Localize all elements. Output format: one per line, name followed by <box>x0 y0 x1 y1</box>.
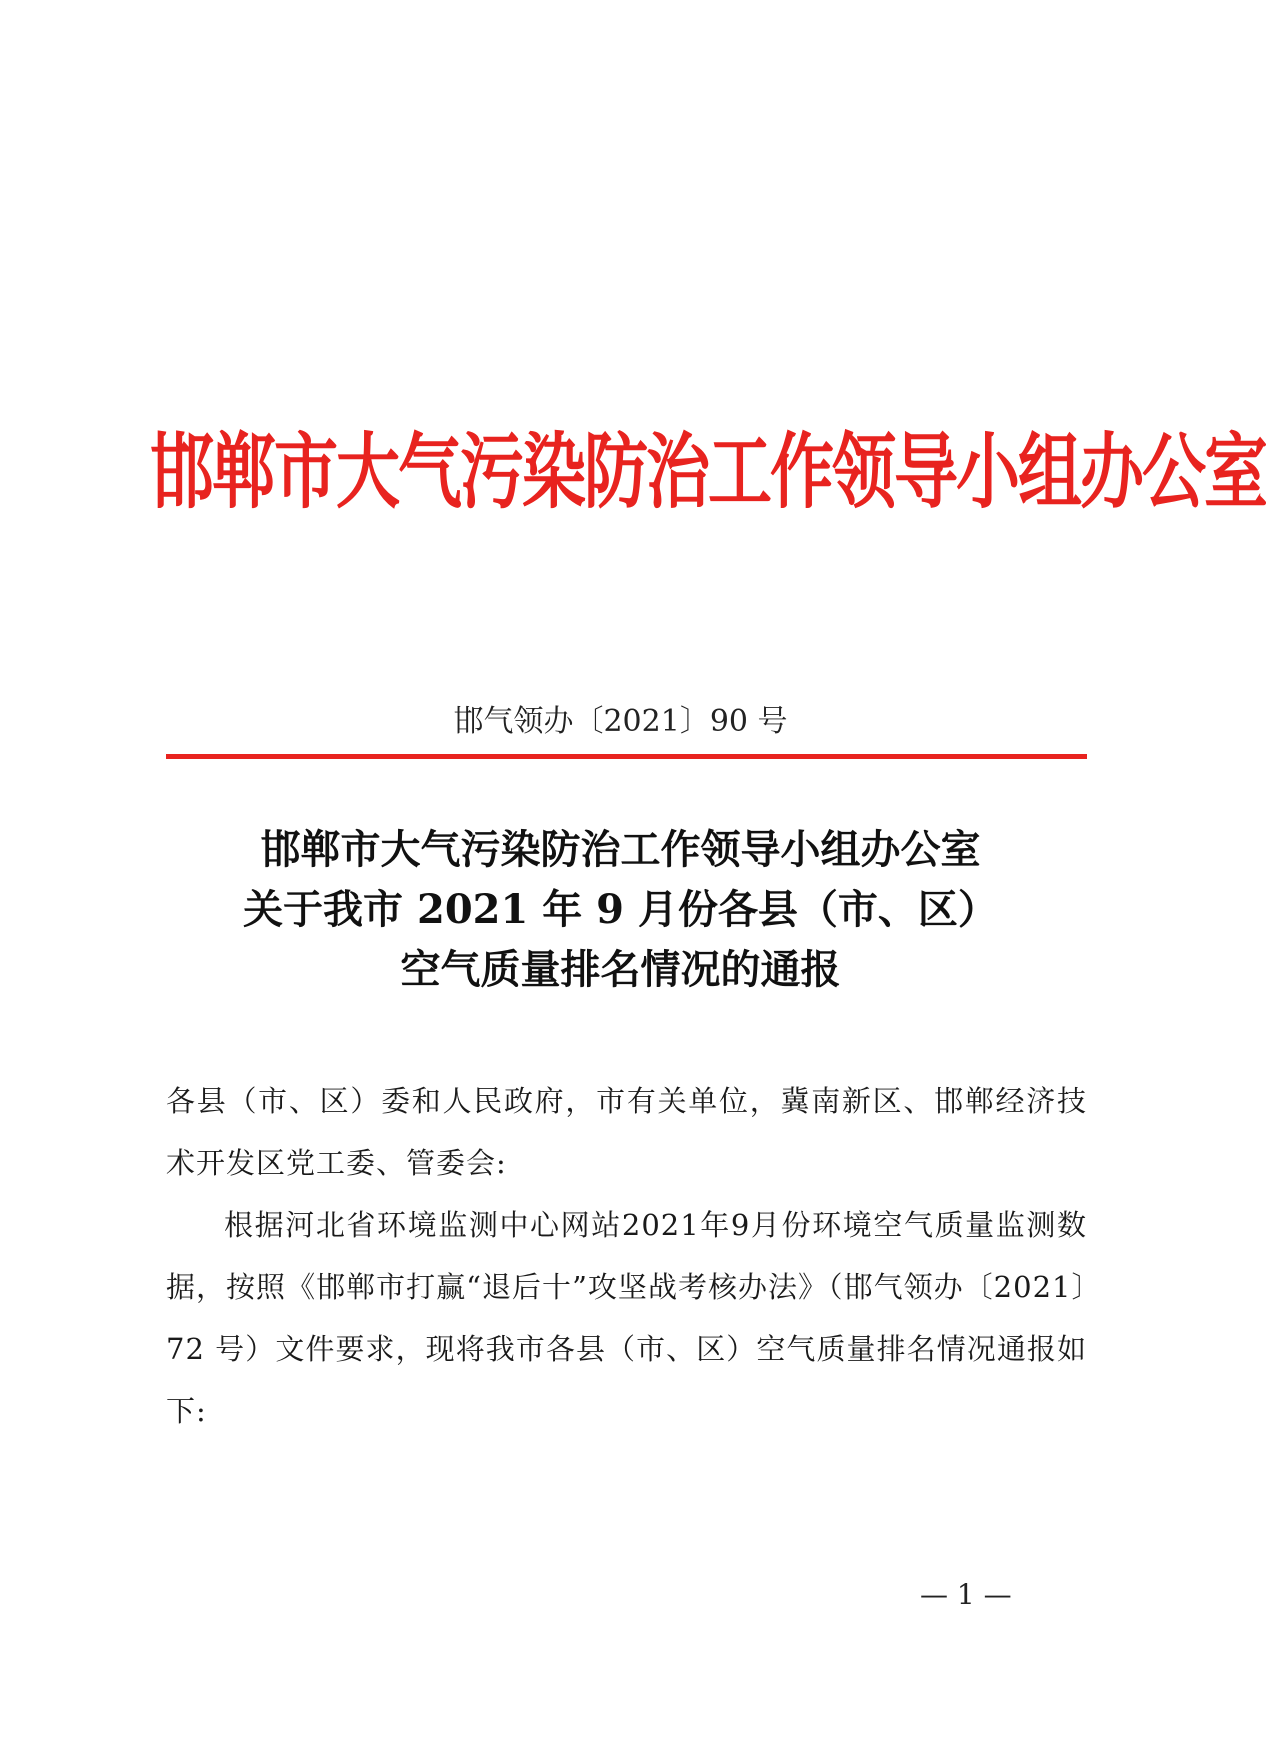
document-body <box>166 1070 1087 1442</box>
addressee-paragraph: 各县（市、区）委和人民政府，市有关单位，冀南新区、邯郸经济技术开发区党工委、管委会: <box>166 1084 1087 1180</box>
title-line-2: 关于我市 2021 年 9 月份各县（市、区） <box>243 886 998 933</box>
page-number: — 1 — <box>920 1578 1012 1611</box>
red-divider-rule <box>166 754 1087 759</box>
title-line-3: 空气质量排名情况的通报 <box>400 946 841 993</box>
issuer-header: 邯郸市大气污染防治工作领导小组办公室 <box>150 425 1266 521</box>
body-paragraph-1: 根据河北省环境监测中心网站2021年9月份环境空气质量监测数据，按照《邯郸市打赢“退后十”攻坚战考核办法》（邯气领办〔2021〕72 号）文件要求，现将我市各县（市、区）空气质量排名情况通报如下: <box>166 1208 1087 1428</box>
document-number: 邯气领办〔2021〕90 号 <box>453 704 788 739</box>
title-line-1: 邯郸市大气污染防治工作领导小组办公室 <box>260 826 981 873</box>
document-title <box>0 820 1241 1000</box>
